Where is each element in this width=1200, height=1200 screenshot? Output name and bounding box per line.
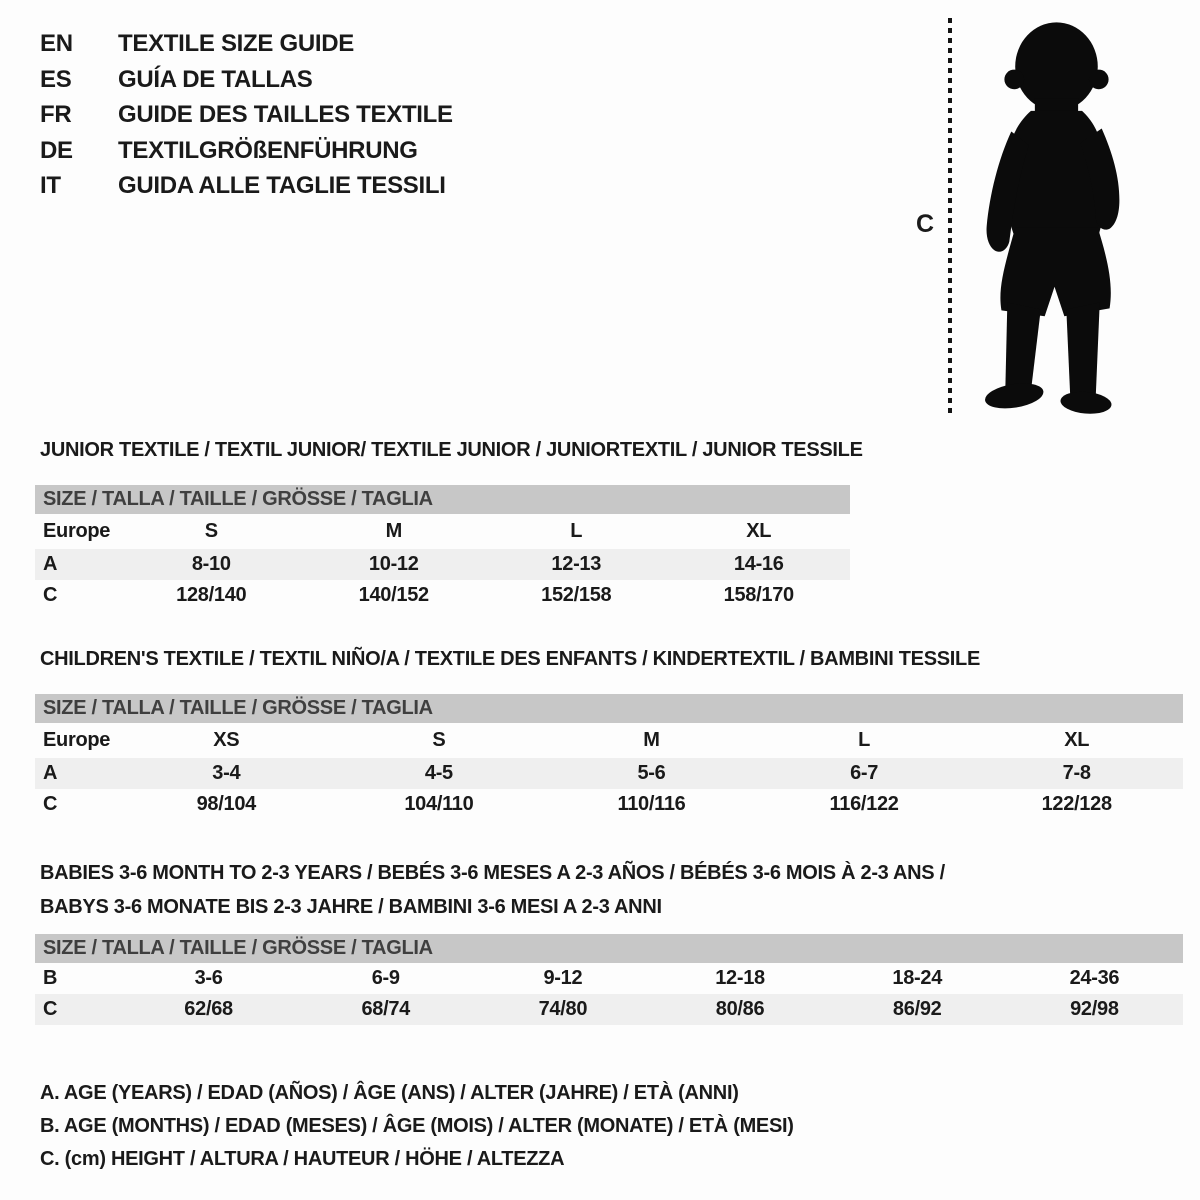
cell-value: 116/122 (829, 793, 899, 815)
junior-section-title: JUNIOR TEXTILE / TEXTIL JUNIOR/ TEXTILE JUNIOR / JUNIORTEXTIL / JUNIOR TESSILE (40, 439, 863, 461)
language-code: ES (40, 65, 72, 93)
cell-value: 24-36 (1069, 967, 1120, 989)
cell-value: 18-24 (892, 967, 943, 989)
cell-value: 12-18 (715, 967, 765, 989)
language-row-fr (40, 97, 453, 133)
cell-value: 92/98 (1070, 998, 1119, 1020)
cell-value: 5-6 (637, 762, 666, 784)
cell-value: 3-6 (194, 967, 223, 989)
row-key: A (43, 762, 58, 784)
cell-value: 110/116 (617, 793, 686, 815)
legend-age-years: A. AGE (YEARS) / EDAD (AÑOS) / ÂGE (ANS) / ALTER (JAHRE) / ETÀ (ANNI) (40, 1082, 739, 1104)
cell-value: 8-10 (191, 553, 231, 575)
header (0, 0, 1200, 430)
children-section (0, 647, 1200, 820)
cell-value: 152/158 (541, 584, 612, 606)
children-columns-row (35, 723, 1183, 758)
babies-height-row (35, 994, 1183, 1025)
babies-title-line-1: BABIES 3-6 MONTH TO 2-3 YEARS / BEBÉS 3-6 MESES A 2-3 AÑOS / BÉBÉS 3-6 MOIS À 2-3 ANS / (40, 862, 945, 884)
row-key: C (43, 793, 58, 815)
language-row-de (40, 133, 453, 169)
children-size-header-bar: SIZE / TALLA / TAILLE / GRÖSSE / TAGLIA (35, 694, 1183, 723)
cell-value: 4-5 (424, 762, 453, 784)
size-column: L (858, 729, 871, 751)
babies-size-table (35, 963, 1183, 1025)
height-dashed-line (948, 18, 952, 416)
children-age-row (35, 758, 1183, 789)
babies-size-header-bar: SIZE / TALLA / TAILLE / GRÖSSE / TAGLIA (35, 934, 1183, 963)
cell-value: 12-13 (551, 553, 602, 575)
language-title: GUÍA DE TALLAS (118, 65, 313, 93)
size-column: L (570, 520, 583, 542)
cell-value: 80/86 (715, 998, 765, 1020)
children-height-row (35, 789, 1183, 820)
size-column: XL (1064, 729, 1090, 751)
language-row-en (40, 26, 453, 62)
babies-age-row (35, 963, 1183, 994)
cell-value: 86/92 (892, 998, 942, 1020)
babies-title-line-2: BABYS 3-6 MONATE BIS 2-3 JAHRE / BAMBINI 3-6 MESI A 2-3 ANNI (40, 896, 662, 918)
junior-age-row (35, 549, 850, 580)
junior-columns-row (35, 514, 850, 549)
legend-age-months: B. AGE (MONTHS) / EDAD (MESES) / ÂGE (MOIS) / ALTER (MONATE) / ETÀ (MESI) (40, 1115, 794, 1137)
language-code: IT (40, 172, 61, 199)
measure-c-label: C (916, 210, 934, 238)
cell-value: 3-4 (212, 762, 241, 784)
row-key: C (43, 584, 58, 606)
legend-height-cm: C. (cm) HEIGHT / ALTURA / HAUTEUR / HÖHE / ALTEZZA (40, 1148, 565, 1170)
cell-value: 68/74 (361, 998, 411, 1020)
size-column: S (204, 520, 218, 542)
row-key: A (43, 553, 58, 575)
size-column: S (432, 729, 446, 751)
cell-value: 6-7 (850, 762, 879, 784)
region-label: Europe (43, 520, 111, 542)
language-title: TEXTILE SIZE GUIDE (118, 30, 354, 57)
children-size-table (35, 723, 1183, 820)
size-column: XL (746, 520, 772, 542)
junior-size-table (35, 514, 850, 611)
region-label: Europe (43, 729, 111, 751)
junior-section (0, 430, 1200, 611)
cell-value: 104/110 (404, 793, 474, 815)
cell-value: 9-12 (543, 967, 583, 989)
cell-value: 98/104 (196, 793, 256, 815)
junior-size-header-bar: SIZE / TALLA / TAILLE / GRÖSSE / TAGLIA (35, 485, 850, 514)
size-column: M (385, 520, 402, 542)
cell-value: 6-9 (371, 967, 400, 989)
language-title: TEXTILGRÖßENFÜHRUNG (118, 136, 418, 164)
cell-value: 62/68 (184, 998, 233, 1020)
children-section-title: CHILDREN'S TEXTILE / TEXTIL NIÑO/A / TEXTILE DES ENFANTS / KINDERTEXTIL / BAMBINI TESSILE (40, 648, 980, 670)
babies-section (0, 856, 1200, 1025)
cell-value: 122/128 (1041, 793, 1112, 815)
cell-value: 128/140 (176, 584, 247, 606)
language-row-es (40, 62, 453, 98)
babies-section-title (40, 856, 1200, 924)
cell-value: 10-12 (368, 553, 419, 575)
language-code: FR (40, 101, 72, 128)
language-title: GUIDA ALLE TAGLIE TESSILI (118, 172, 446, 199)
size-column: M (643, 729, 660, 751)
cell-value: 140/152 (358, 584, 429, 606)
height-measure-figure (916, 14, 1142, 420)
language-code: DE (40, 136, 73, 164)
language-code: EN (40, 30, 73, 57)
toddler-silhouette-icon (970, 14, 1142, 419)
cell-value: 14-16 (733, 553, 784, 575)
row-key: B (43, 967, 58, 989)
language-row-it (40, 168, 453, 204)
legend (40, 1077, 1200, 1176)
language-title: GUIDE DES TAILLES TEXTILE (118, 101, 453, 128)
cell-value: 158/170 (723, 584, 794, 606)
language-list (40, 26, 453, 204)
junior-height-row (35, 580, 850, 611)
cell-value: 74/80 (538, 998, 588, 1020)
size-column: XS (213, 729, 240, 751)
cell-value: 7-8 (1062, 762, 1091, 784)
row-key: C (43, 998, 58, 1020)
